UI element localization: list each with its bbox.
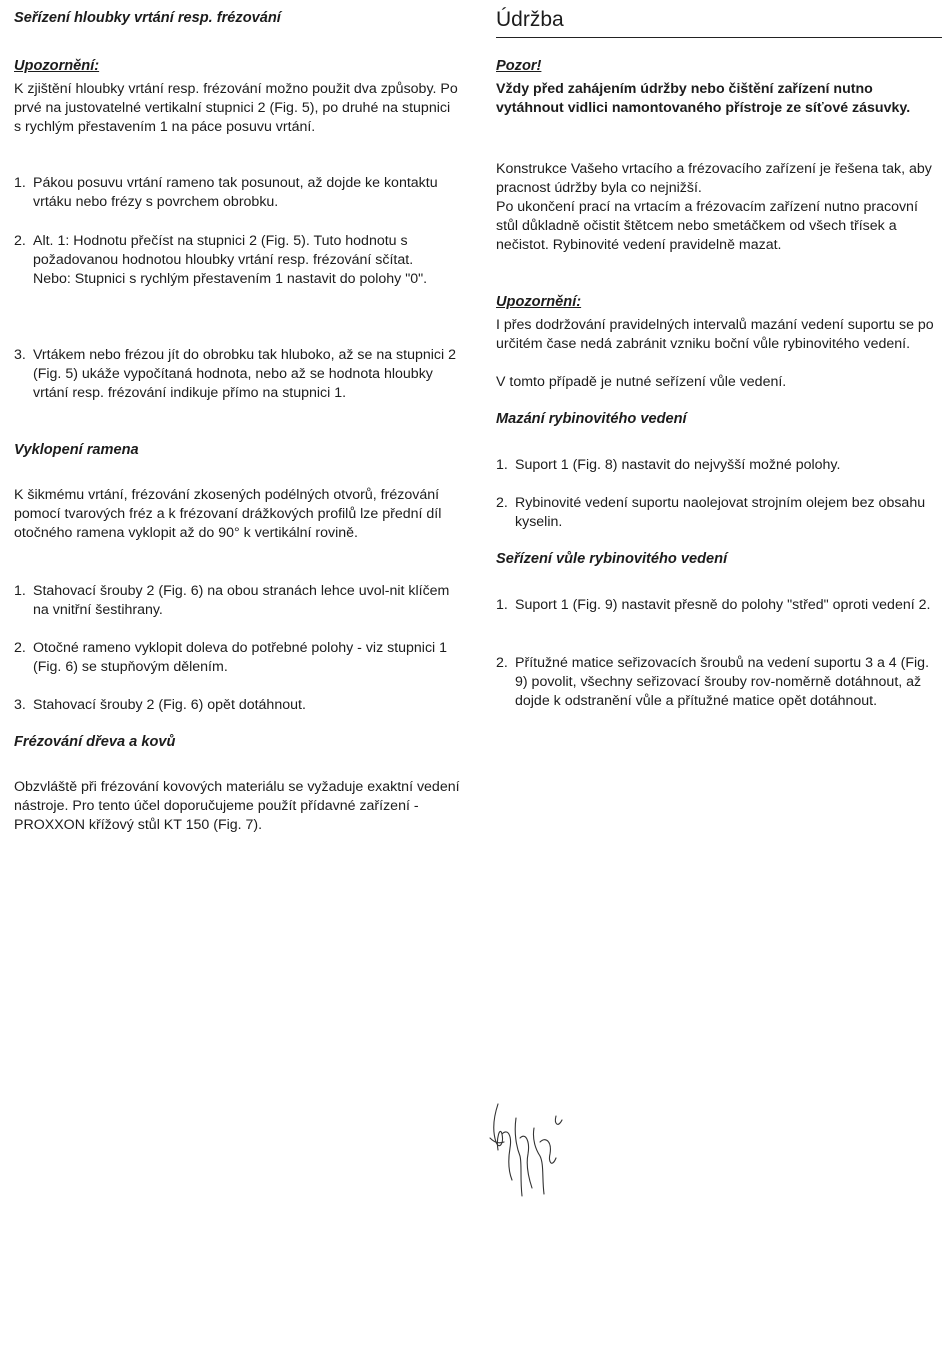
note-paragraph: K zjištění hloubky vrtání resp. frézování možno použit dva způsoby. Po prvé na justovatelné vertikalní stupnici 2 (Fig. 5), po druhé na stupnici s rychlým přestavením 1 na páce posuvu vrtání. [14, 81, 458, 135]
list-text: Vrtákem nebo frézou jít do obrobku tak hluboko, až se na stupnici 2 (Fig. 5) ukáže vypočítaná hodnota, nebo až se hodnota hloubky vrtání resp. frézování indikuje přímo na stupnici 1. [33, 347, 456, 401]
section-title-lubrication: Mazání rybinovitého vedení [496, 411, 687, 427]
maintenance-paragraph-2: Po ukončení prací na vrtacím a frézovacím zařízení nutno pracovní stůl důkladně očistit štětcem nebo smetáčkem od všech třísek a nečistot. Rybinovité vedení pravidelně mazat. [496, 199, 918, 253]
list-item [14, 582, 460, 620]
list-item [14, 696, 460, 715]
note-paragraph: I přes dodržování pravidelných intervalů mazání vedení suportu se po určitém čase nedá zabránit vzniku boční vůle rybinovitého vedení. [496, 317, 934, 352]
section-title-play-adjustment: Seřízení vůle rybinovitého vedení [496, 551, 728, 567]
list-item [14, 232, 460, 289]
list-text: Pákou posuvu vrtání rameno tak posunout, až dojde ke kontaktu vrtáku nebo frézy s povrchem obrobku. [33, 175, 438, 210]
list-number: 2. [496, 495, 508, 511]
maintenance-paragraph: Konstrukce Vašeho vrtacího a frézovacího zařízení je řešena tak, aby pracnost údržby byla co nejnižší. [496, 161, 932, 196]
list-number: 1. [496, 597, 508, 613]
list-text: Nebo: Stupnici s rychlým přestavením 1 nastavit do polohy "0". [33, 271, 428, 287]
list-item [14, 346, 460, 403]
list-number: 2. [14, 640, 26, 656]
list-number: 1. [14, 583, 26, 599]
handwritten-signature [486, 1098, 568, 1202]
list-item [14, 174, 460, 212]
list-number: 3. [14, 347, 26, 363]
list-text: Alt. 1: Hodnotu přečíst na stupnici 2 (Fig. 5). Tuto hodnotu s požadovanou hodnotou hloubky vrtání resp. frézování sčítat. [33, 233, 414, 268]
list-number: 2. [14, 233, 26, 249]
section-title-tilt: Vyklopení ramena [14, 442, 139, 458]
list-item [496, 494, 940, 532]
list-text: Suport 1 (Fig. 9) nastavit přesně do polohy "střed" oproti vedení 2. [515, 597, 931, 613]
list-text: Stahovací šrouby 2 (Fig. 6) na obou stranách lehce uvol-nit klíčem na vnitřní šestihrany. [33, 583, 450, 618]
milling-paragraph: Obzvláště při frézování kovových materiálu se vyžaduje exaktní vedení nástroje. Pro tento účel doporučujeme použít přídavné zařízení - PROXXON křížový stůl KT 150 (Fig. 7). [14, 779, 460, 833]
list-item [14, 639, 460, 677]
list-text: Otočné rameno vyklopit doleva do potřebné polohy - viz stupnici 1 (Fig. 6) se stupňovým dělením. [33, 640, 448, 675]
heading-rule [496, 37, 942, 38]
warning-label: Pozor! [496, 58, 542, 74]
list-text: Suport 1 (Fig. 8) nastavit do nejvyšší možné polohy. [515, 457, 841, 473]
list-number: 1. [496, 457, 508, 473]
maintenance-heading: Údržba [496, 8, 564, 31]
list-text: Rybinovité vedení suportu naolejovat strojním olejem bez obsahu kyselin. [515, 495, 926, 530]
note-label: Upozornění: [14, 58, 100, 74]
note-label: Upozornění: [496, 294, 582, 310]
list-number: 2. [496, 655, 508, 671]
warning-paragraph: Vždy před zahájením údržby nebo čištění zařízení nutno vytáhnout vidlici namontovaného přístroje ze síťové zásuvky. [496, 81, 911, 116]
note-paragraph-2: V tomto případě je nutné seřízení vůle vedení. [496, 374, 787, 390]
tilt-paragraph: K šikmému vrtání, frézování zkosených podélných otvorů, frézování pomocí tvarových fréz a k frézovaní drážkových profilů lze přední díl otočného ramena vyklopit až do 90° k vertikální rovině. [14, 487, 442, 541]
list-item [496, 596, 940, 615]
list-item [496, 456, 940, 475]
list-text: Stahovací šrouby 2 (Fig. 6) opět dotáhnout. [33, 697, 306, 713]
list-item [496, 654, 940, 711]
list-number: 1. [14, 175, 26, 191]
list-text: Přítužné matice seřizovacích šroubů na vedení suportu 3 a 4 (Fig. 9) povolit, všechny seřizovací šrouby rov-noměrně dotáhnout, až dojde k odstranění vůle a přítužné matice opět dotáhnout. [515, 655, 930, 709]
section-title-milling: Frézování dřeva a kovů [14, 734, 176, 750]
section-title-depth: Seřízení hloubky vrtání resp. frézování [14, 10, 281, 26]
list-number: 3. [14, 697, 26, 713]
